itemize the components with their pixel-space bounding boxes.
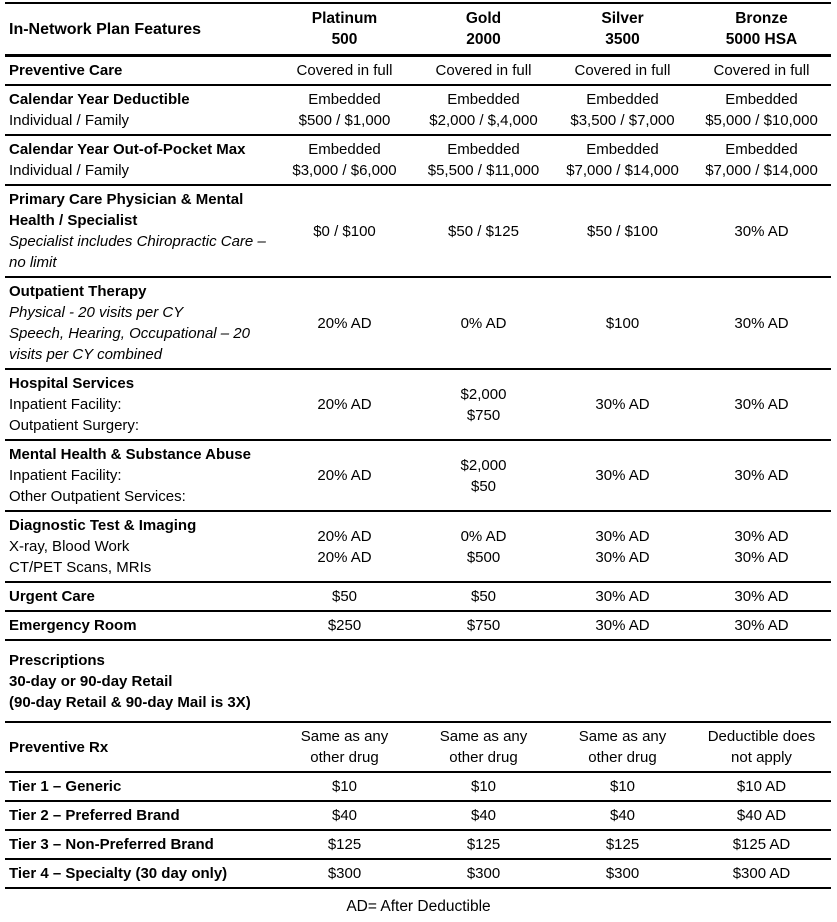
- value-line: 20% AD: [317, 314, 372, 332]
- feature-subline: Physical - 20 visits per CY: [9, 304, 184, 321]
- value-line: $300: [466, 865, 501, 882]
- value-line: not apply: [731, 749, 792, 766]
- value-cell: [414, 615, 553, 636]
- value-cell: [275, 776, 414, 797]
- plan-number: 500: [331, 31, 358, 48]
- value-cell: [553, 805, 692, 826]
- value-cell: [414, 139, 553, 181]
- value-cell: [692, 60, 831, 81]
- feature-subline: Inpatient Facility:: [9, 396, 122, 413]
- value-cell: [553, 726, 692, 768]
- feature-cell: [5, 805, 275, 826]
- feature-cell: [5, 776, 275, 797]
- features-header-label: In-Network Plan Features: [9, 20, 202, 38]
- feature-title: Tier 4 – Specialty (30 day only): [9, 865, 228, 882]
- value-cell: [275, 726, 414, 768]
- value-line: 30% AD: [595, 617, 650, 634]
- value-line: 30% AD: [734, 527, 789, 545]
- table-row: [5, 278, 831, 370]
- table-row: [5, 583, 831, 612]
- value-cell: [553, 89, 692, 131]
- value-line: Same as any: [578, 728, 667, 745]
- value-cell: [692, 526, 831, 568]
- value-cell: [414, 805, 553, 826]
- feature-title: Calendar Year Out-of-Pocket Max: [9, 141, 246, 158]
- value-line: 30% AD: [734, 588, 789, 605]
- plan-name: Silver: [601, 10, 644, 27]
- value-cell: [275, 863, 414, 884]
- value-line: Embedded: [308, 91, 381, 108]
- value-cell: [275, 526, 414, 568]
- value-cell: [275, 89, 414, 131]
- plan-number: 2000: [466, 31, 501, 48]
- value-cell: [553, 60, 692, 81]
- plan-column-header-silver: [553, 8, 692, 50]
- value-line: 30% AD: [734, 617, 789, 634]
- prescriptions-heading-line: 30-day or 90-day Retail: [9, 673, 173, 690]
- value-line: $250: [327, 617, 362, 634]
- plan-name: Gold: [465, 10, 502, 27]
- table-row: [5, 136, 831, 186]
- value-cell: [553, 139, 692, 181]
- value-line: 30% AD: [734, 467, 789, 484]
- value-line: Embedded: [725, 91, 798, 108]
- table-row: [5, 831, 831, 860]
- value-cell: [692, 313, 831, 334]
- value-cell: [692, 221, 831, 242]
- feature-subline: Specialist includes Chiropractic Care – no limit: [9, 233, 266, 271]
- feature-cell: [5, 863, 275, 884]
- value-line: $125 AD: [732, 836, 791, 853]
- feature-title: Diagnostic Test & Imaging: [9, 517, 197, 534]
- feature-cell: [5, 281, 275, 365]
- value-cell: [692, 394, 831, 415]
- value-line: 30% AD: [734, 314, 789, 332]
- value-cell: [275, 60, 414, 81]
- feature-cell: [5, 373, 275, 436]
- value-line: other drug: [449, 749, 518, 766]
- value-line: $50: [470, 588, 497, 605]
- plan-number: 5000 HSA: [725, 31, 798, 48]
- prescriptions-heading-block: [5, 641, 831, 723]
- value-line: $40 AD: [736, 807, 787, 824]
- feature-subline: Outpatient Surgery:: [9, 417, 140, 434]
- value-line: $10: [470, 778, 497, 795]
- value-line: $50: [470, 477, 497, 495]
- main-rows-section: [5, 57, 831, 641]
- value-line: 30% AD: [595, 527, 650, 545]
- value-line: $125: [466, 836, 501, 853]
- value-line: 30% AD: [595, 396, 650, 413]
- value-line: $7,000 / $14,000: [705, 162, 818, 179]
- prescriptions-heading-line: Prescriptions: [9, 652, 105, 669]
- value-cell: [414, 221, 553, 242]
- table-row: [5, 441, 831, 512]
- value-line: 20% AD: [317, 396, 372, 413]
- value-line: Embedded: [725, 141, 798, 158]
- plan-comparison-document: [0, 2, 837, 917]
- value-cell: [692, 89, 831, 131]
- value-line: Embedded: [586, 141, 659, 158]
- value-cell: [414, 384, 553, 426]
- value-line: $50: [331, 588, 358, 605]
- feature-title: Preventive Care: [9, 62, 123, 79]
- feature-cell: [5, 615, 275, 636]
- feature-title: Tier 1 – Generic: [9, 778, 122, 795]
- value-cell: [275, 394, 414, 415]
- feature-subline: Individual / Family: [9, 112, 130, 129]
- feature-subline: Inpatient Facility:: [9, 467, 122, 484]
- feature-cell: [5, 189, 275, 273]
- feature-title: Tier 2 – Preferred Brand: [9, 807, 180, 824]
- value-cell: [692, 776, 831, 797]
- feature-cell: [5, 444, 275, 507]
- feature-title: Primary Care Physician & Mental Health / Specialist: [9, 191, 244, 229]
- value-line: $125: [605, 836, 640, 853]
- value-cell: [414, 455, 553, 497]
- feature-cell: [5, 515, 275, 578]
- feature-title: Preventive Rx: [9, 738, 109, 756]
- value-line: Covered in full: [296, 62, 393, 79]
- table-row: [5, 860, 831, 889]
- ad-footnote: AD= After Deductible: [346, 898, 491, 915]
- value-cell: [692, 465, 831, 486]
- table-row: [5, 512, 831, 583]
- plan-column-header-gold: [414, 8, 553, 50]
- plan-name: Platinum: [311, 10, 378, 27]
- value-cell: [275, 221, 414, 242]
- value-line: $125: [327, 836, 362, 853]
- feature-title: Tier 3 – Non-Preferred Brand: [9, 836, 214, 853]
- value-cell: [414, 834, 553, 855]
- feature-subline: Individual / Family: [9, 162, 130, 179]
- plan-column-header-bronze: [692, 8, 831, 50]
- value-cell: [414, 863, 553, 884]
- value-cell: [553, 776, 692, 797]
- value-cell: [692, 863, 831, 884]
- value-cell: [275, 465, 414, 486]
- value-line: other drug: [310, 749, 379, 766]
- value-line: 30% AD: [734, 396, 789, 413]
- value-line: Covered in full: [574, 62, 671, 79]
- value-cell: [275, 805, 414, 826]
- value-line: Same as any: [439, 728, 528, 745]
- table-header-row: [5, 4, 831, 57]
- value-line: $3,500 / $7,000: [570, 112, 675, 129]
- value-line: $3,000 / $6,000: [292, 162, 397, 179]
- value-cell: [414, 526, 553, 568]
- value-line: $0 / $100: [313, 222, 376, 240]
- value-cell: [414, 313, 553, 334]
- feature-title: Calendar Year Deductible: [9, 91, 190, 108]
- value-line: 20% AD: [317, 548, 372, 566]
- value-line: $500: [466, 548, 501, 566]
- value-cell: [275, 834, 414, 855]
- plan-table: [5, 2, 831, 889]
- table-row: [5, 802, 831, 831]
- table-row: [5, 773, 831, 802]
- plan-number: 3500: [605, 31, 640, 48]
- value-line: Covered in full: [435, 62, 532, 79]
- feature-subline: Speech, Hearing, Occupational – 20 visits per CY combined: [9, 325, 250, 363]
- value-cell: [275, 139, 414, 181]
- value-line: $300: [327, 865, 362, 882]
- value-line: Embedded: [447, 91, 520, 108]
- value-cell: [414, 726, 553, 768]
- feature-title: Hospital Services: [9, 375, 135, 392]
- value-line: $300: [605, 865, 640, 882]
- feature-subline: Other Outpatient Services:: [9, 488, 186, 505]
- value-cell: [553, 834, 692, 855]
- table-row: [5, 86, 831, 136]
- value-cell: [553, 313, 692, 334]
- value-line: $100: [605, 314, 640, 332]
- value-cell: [275, 615, 414, 636]
- feature-cell: [5, 60, 275, 81]
- feature-cell: [5, 834, 275, 855]
- value-line: 0% AD: [460, 527, 507, 545]
- feature-cell: [5, 139, 275, 181]
- value-line: $750: [466, 406, 501, 424]
- value-cell: [692, 726, 831, 768]
- value-line: 30% AD: [734, 222, 789, 240]
- feature-cell: [5, 737, 275, 758]
- value-line: $2,000: [460, 456, 507, 474]
- value-line: 20% AD: [317, 527, 372, 545]
- value-cell: [553, 394, 692, 415]
- value-line: Embedded: [447, 141, 520, 158]
- table-row: [5, 186, 831, 278]
- plan-column-header-platinum: [275, 8, 414, 50]
- value-line: $10 AD: [736, 778, 787, 795]
- prescriptions-heading-line: (90-day Retail & 90-day Mail is 3X): [9, 694, 251, 711]
- feature-title: Mental Health & Substance Abuse: [9, 446, 251, 463]
- value-cell: [553, 615, 692, 636]
- table-row: [5, 612, 831, 641]
- value-line: $10: [331, 778, 358, 795]
- value-line: $2,000 / $,4,000: [429, 112, 538, 129]
- value-cell: [692, 586, 831, 607]
- value-line: $5,500 / $11,000: [427, 162, 540, 179]
- value-line: Embedded: [586, 91, 659, 108]
- value-cell: [692, 805, 831, 826]
- value-cell: [553, 221, 692, 242]
- feature-title: Emergency Room: [9, 617, 137, 634]
- value-line: Deductible does: [707, 728, 816, 745]
- value-cell: [692, 834, 831, 855]
- feature-subline: CT/PET Scans, MRIs: [9, 559, 152, 576]
- feature-cell: [5, 586, 275, 607]
- value-line: $500 / $1,000: [298, 112, 391, 129]
- value-cell: [553, 586, 692, 607]
- value-line: Embedded: [308, 141, 381, 158]
- value-line: 20% AD: [317, 467, 372, 484]
- feature-subline: X-ray, Blood Work: [9, 538, 130, 555]
- table-row: [5, 723, 831, 773]
- value-cell: [414, 89, 553, 131]
- value-line: Same as any: [300, 728, 389, 745]
- rx-rows-section: [5, 723, 831, 889]
- feature-cell: [5, 89, 275, 131]
- value-cell: [553, 863, 692, 884]
- value-cell: [692, 615, 831, 636]
- value-line: $40: [470, 807, 497, 824]
- value-line: 30% AD: [595, 588, 650, 605]
- value-cell: [553, 465, 692, 486]
- value-line: 30% AD: [595, 548, 650, 566]
- value-line: $2,000: [460, 385, 507, 403]
- value-line: $40: [331, 807, 358, 824]
- table-row: [5, 370, 831, 441]
- plan-name: Bronze: [735, 10, 788, 27]
- feature-title: Outpatient Therapy: [9, 283, 147, 300]
- value-line: $750: [466, 617, 501, 634]
- value-line: 30% AD: [595, 467, 650, 484]
- value-cell: [553, 526, 692, 568]
- value-line: $10: [609, 778, 636, 795]
- value-line: Covered in full: [713, 62, 810, 79]
- value-line: 0% AD: [460, 314, 507, 332]
- feature-title: Urgent Care: [9, 588, 95, 605]
- value-line: $5,000 / $10,000: [705, 112, 818, 129]
- value-line: $300 AD: [732, 865, 791, 882]
- table-row: [5, 57, 831, 86]
- value-line: $40: [609, 807, 636, 824]
- value-line: $50 / $125: [448, 222, 519, 240]
- value-cell: [275, 586, 414, 607]
- value-cell: [692, 139, 831, 181]
- value-cell: [414, 776, 553, 797]
- value-cell: [414, 586, 553, 607]
- value-line: $7,000 / $14,000: [566, 162, 679, 179]
- value-cell: [414, 60, 553, 81]
- value-line: 30% AD: [734, 548, 789, 566]
- value-line: $50 / $100: [587, 222, 658, 240]
- value-line: other drug: [588, 749, 657, 766]
- value-cell: [275, 313, 414, 334]
